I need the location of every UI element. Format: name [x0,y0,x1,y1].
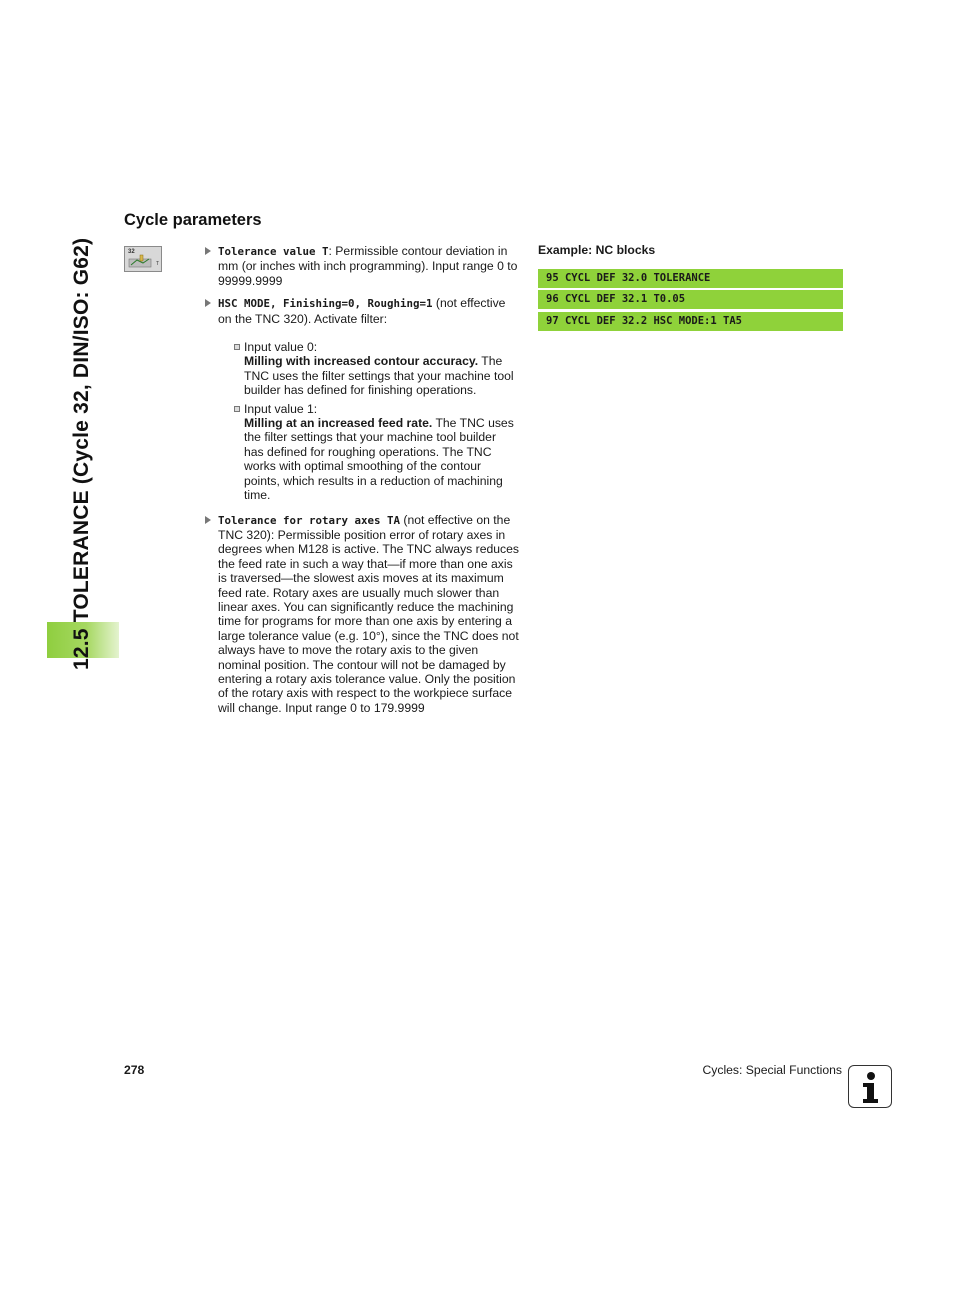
cycle-32-softkey-icon [124,246,162,272]
chapter-section-title: 12.5 TOLERANCE (Cycle 32, DIN/ISO: G62) [70,237,93,670]
page-number: 278 [124,1063,145,1077]
info-glyph [849,1066,893,1109]
option-text: The TNC uses the filter settings that your machine tool builder has defined for finishing operations. [244,354,514,398]
square-bullet-icon [234,344,240,350]
param-name: Tolerance for rotary axes TA [218,513,401,527]
filter-option-1 [229,402,519,503]
arrow-right-icon [205,299,211,307]
param-rotary-tolerance [203,513,519,716]
softkey-number: 32 [128,249,135,255]
arrow-right-icon [205,516,211,524]
param-hsc-mode [203,296,519,502]
section-heading: Cycle parameters [124,211,262,229]
option-label: Input value 0: [244,340,318,355]
param-description: (not effective on the TNC 320): Permissible position error of rotary axes in degrees when M128 is active. The TNC always reduces the feed rate in such a way that—if more than one axis is traversed—the slowest axis moves at its maximum feed rate. Rotary axes are usually much slower than linear axes. You can significantly reduce the machining time for programs for more than one axis by entering a large tolerance value (e.g. 10°), since the TNC does not always have to move the rotary axis to the given nominal position. The contour will not be damaged by entering a rotary axis tolerance value. Only the position of the rotary axis with respect to the workpiece surface will change. Input range 0 to 179.9999 [218,512,519,715]
param-name: HSC MODE, Finishing=0, Roughing=1 [218,297,433,311]
svg-text:T: T [156,261,160,267]
arrow-right-icon [205,247,211,255]
nc-block-line: 95 CYCL DEF 32.0 TOLERANCE [538,269,843,288]
option-text: The TNC uses the filter settings that your machine tool builder has defined for roughing operations. The TNC works with optimal smoothing of the contour points, which results in a reduction of machining time. [244,416,514,503]
parameter-list [203,244,519,723]
nc-block-line: 97 CYCL DEF 32.2 HSC MODE:1 TA5 [538,312,843,331]
param-tolerance-value [203,244,519,288]
square-bullet-icon [234,406,240,412]
param-name: Tolerance value T [218,245,329,258]
example-heading: Example: NC blocks [538,243,656,257]
filter-option-0 [229,340,519,398]
param-description: : Permissible contour deviation in mm (or inches with inch programming). Input range 0 to 99999.9999 [218,244,518,288]
option-title: Milling with increased contour accuracy. [244,354,479,369]
option-title: Milling at an increased feed rate. [244,416,433,431]
filter-options-list [229,340,519,502]
chapter-name: Cycles: Special Functions [702,1063,842,1077]
option-label: Input value 1: [244,401,318,416]
info-icon [848,1065,892,1108]
param-description: (not effective on the TNC 320). Activate filter: [218,296,506,326]
nc-block-line: 96 CYCL DEF 32.1 T0.05 [538,290,843,309]
